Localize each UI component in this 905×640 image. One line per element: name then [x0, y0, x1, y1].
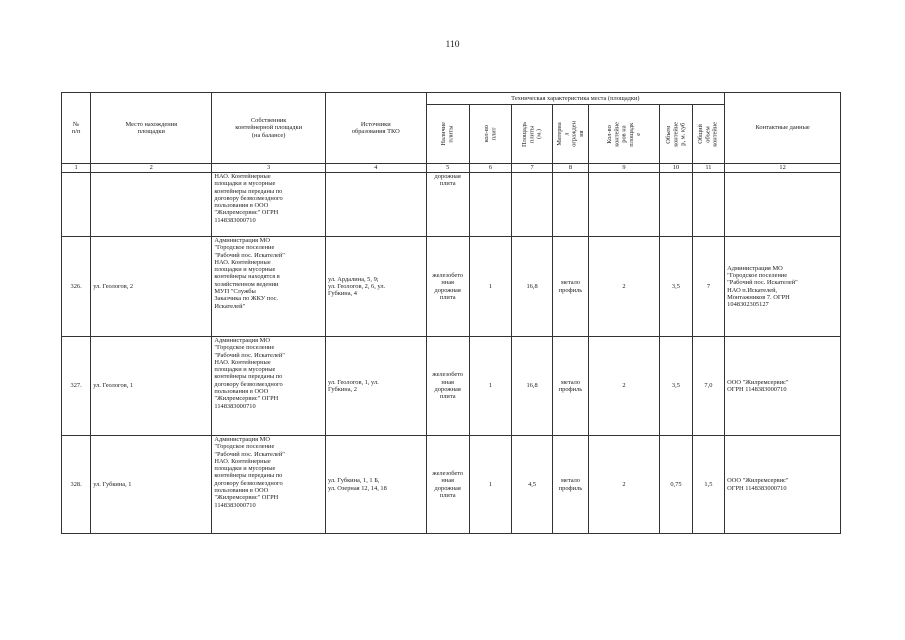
cell-line: профиль [558, 484, 583, 492]
row-material [553, 237, 589, 337]
cell-line: площадк [627, 122, 635, 146]
cell-line: НАО п.Искателей, [727, 286, 778, 294]
row-owner [212, 173, 326, 237]
table-row [62, 173, 841, 237]
cell-line: дорожная [434, 286, 461, 294]
cell-line: р, м. куб [679, 122, 687, 146]
header-tech-group: Техническая характеристика места (площадки) [426, 93, 725, 105]
column-number: 9 [588, 164, 659, 173]
cell-line: п/п [71, 128, 81, 135]
cell-line: 1148383000710 [214, 501, 256, 509]
cell-line: Собственник [250, 117, 287, 125]
cell-line: 1148383000710 [214, 402, 256, 410]
cell-line: ров на [620, 125, 628, 143]
cell-line: Кол-во [605, 124, 613, 144]
header-sources [325, 93, 426, 164]
cell-line: образования ТКО [351, 128, 400, 135]
cell-line: огражден [570, 121, 578, 147]
column-number: 4 [325, 164, 426, 173]
row-containers: 2 [588, 436, 659, 534]
row-area: 4,5 [512, 436, 553, 534]
row-containers: 2 [588, 237, 659, 337]
cell-line: "Рабочий пос. Искателей" [214, 251, 285, 259]
cell-line: площадки и мусорные [214, 266, 276, 274]
column-number: 8 [553, 164, 589, 173]
header-container-volume [665, 122, 687, 147]
cell-line: Губкина, 2 [327, 386, 357, 393]
cell-line: (м.) [535, 129, 543, 139]
cell-line: плит [490, 127, 498, 141]
cell-line: "Жилремсервис" ОГРН [214, 209, 279, 217]
cell-line: "Жилремсервис" ОГРН [214, 395, 279, 403]
row-containers: 2 [588, 337, 659, 436]
row-sources [325, 337, 426, 436]
cell-line: пользования в ООО [214, 388, 269, 396]
cell-line: Материа [555, 122, 563, 146]
row-plate [426, 337, 469, 436]
row-count: 1 [469, 436, 511, 534]
cell-line: контейнеры переданы по [214, 187, 283, 195]
column-number: 12 [725, 164, 841, 173]
cell-line: контейнеры переданы по [214, 472, 283, 480]
column-number: 6 [469, 164, 511, 173]
cell-line: железобето [432, 271, 464, 279]
cell-line: НАО. Контейнерные [214, 358, 271, 366]
cell-line: контейне [712, 121, 720, 147]
row-plate [426, 173, 469, 237]
cell-line: "Городское поселение [214, 443, 275, 451]
row-contacts [725, 436, 841, 534]
cell-line: ул. Геологов, 1, ул. [327, 378, 379, 386]
column-number: 7 [512, 164, 553, 173]
cell-line: площадки и мусорные [214, 366, 276, 374]
cell-line: контейнеры переданы по [214, 373, 283, 381]
row-num: 326. [62, 237, 91, 337]
cell-line: плиты [528, 125, 536, 143]
cell-line: кол-во [483, 125, 491, 143]
cell-line: "Рабочий пос. Искателей" [214, 351, 285, 359]
cell-line: площадки и мусорные [214, 465, 276, 473]
cell-line: площадки [137, 128, 165, 135]
row-location: ул. Геологов, 1 [91, 337, 212, 436]
cell-line: 1148383000710 [214, 216, 256, 224]
row-sources [325, 436, 426, 534]
cell-line: Администрация МО [214, 237, 270, 244]
cell-line: № [73, 120, 80, 128]
cell-line: контейне [613, 121, 621, 147]
cell-line: Администрация МО [727, 264, 783, 272]
cell-line: ООО "Жилремсервис" [727, 378, 789, 386]
row-contacts [725, 237, 841, 337]
row-sources [325, 173, 426, 237]
cell-line: Монтажников 7. ОГРН [727, 293, 790, 301]
container-sites-table [61, 92, 841, 534]
cell-line: железобето [432, 371, 464, 379]
cell-line: дорожная [434, 173, 461, 180]
header-contacts: Контактные данные [725, 93, 841, 164]
cell-line: е [634, 132, 642, 136]
column-number: 11 [692, 164, 725, 173]
cell-line: МУП "Службы [214, 288, 256, 296]
column-number: 5 [426, 164, 469, 173]
row-volume: 0,75 [660, 436, 692, 534]
cell-line: ул. Озерная 12, 14, 18 [327, 484, 387, 492]
column-number: 2 [91, 164, 212, 173]
cell-line: "Городское поселение [214, 244, 275, 252]
table-row [62, 436, 841, 534]
cell-line: ООО "Жилремсервис" [727, 477, 789, 485]
cell-line: плита [439, 491, 456, 499]
cell-line: плиты [447, 125, 455, 143]
header-num [62, 93, 91, 164]
row-location [91, 173, 212, 237]
row-volume: 3,5 [660, 337, 692, 436]
row-material [553, 337, 589, 436]
cell-line: Наличие [440, 122, 448, 146]
row-plate [426, 237, 469, 337]
row-owner [212, 337, 326, 436]
cell-line: НАО. Контейнерные [214, 173, 271, 180]
row-plate [426, 436, 469, 534]
header-owner [212, 93, 326, 164]
cell-line: ОГРН 1148383000710 [727, 484, 787, 492]
cell-line: 1048302305127 [727, 301, 769, 309]
cell-line: ул. Губкина, 1, 1 Б, [327, 477, 380, 485]
cell-line: контейне [672, 121, 680, 147]
cell-line: метало [560, 279, 580, 287]
row-total: 7,0 [692, 337, 725, 436]
cell-line: нная [441, 378, 454, 386]
cell-line: Администрация МО [214, 337, 270, 344]
cell-line: контейнеры находятся в [214, 273, 280, 281]
row-volume [660, 173, 692, 237]
column-number: 10 [660, 164, 692, 173]
header-plate [440, 122, 455, 146]
header-total-volume [697, 122, 719, 147]
row-containers [588, 173, 659, 237]
cell-line: ия [577, 130, 585, 138]
row-owner [212, 237, 326, 337]
cell-line: Место нахождения [125, 120, 178, 128]
row-total: 7 [692, 237, 725, 337]
row-count: 1 [469, 337, 511, 436]
row-num [62, 173, 91, 237]
cell-line: "Городское поселение [727, 271, 788, 279]
row-num: 328. [62, 436, 91, 534]
cell-line: л [563, 132, 571, 136]
row-total [692, 173, 725, 237]
row-sources [325, 237, 426, 337]
table-row [62, 237, 841, 337]
cell-line: Объем [664, 125, 672, 143]
cell-line: метало [560, 477, 580, 485]
cell-line: НАО. Контейнерные [214, 258, 271, 266]
row-count [469, 173, 511, 237]
cell-line: пользования в ООО [214, 487, 269, 495]
cell-line: "Жилремсервис" ОГРН [214, 494, 279, 502]
cell-line: нная [441, 477, 454, 485]
cell-line: Источники [360, 120, 391, 128]
row-total: 1,5 [692, 436, 725, 534]
cell-line: Площадь [521, 121, 529, 147]
cell-line: (на балансе) [251, 131, 286, 139]
cell-line: Заказчика по ЖКУ пос. [214, 295, 279, 303]
cell-line: ул. Ардалина, 5, 9; [327, 275, 379, 283]
row-num: 327. [62, 337, 91, 436]
cell-line: дорожная [434, 484, 461, 492]
row-location: ул. Губкина, 1 [91, 436, 212, 534]
header-fence-material [556, 121, 585, 147]
row-volume: 3,5 [660, 237, 692, 337]
cell-line: плита [439, 180, 456, 188]
row-material [553, 436, 589, 534]
row-area [512, 173, 553, 237]
table-row [62, 337, 841, 436]
cell-line: железобето [432, 469, 464, 477]
cell-line: Администрация МО [214, 436, 270, 443]
cell-line: договору безвозмездного [214, 479, 283, 487]
cell-line: пользования в ООО [214, 202, 269, 210]
cell-line: "Рабочий пос. Искателей" [214, 450, 285, 458]
cell-line: плита [439, 293, 456, 301]
header-location [91, 93, 212, 164]
cell-line: НАО. Контейнерные [214, 457, 271, 465]
cell-line: профиль [558, 286, 583, 294]
cell-line: договору безвозмездного [214, 194, 283, 202]
cell-line: объем [704, 125, 712, 143]
column-number: 1 [62, 164, 91, 173]
cell-line: Искателей" [214, 302, 246, 310]
row-count: 1 [469, 237, 511, 337]
header-plate-area [521, 122, 543, 147]
cell-line: метало [560, 378, 580, 386]
cell-line: Губкина, 4 [327, 290, 357, 298]
column-numbers-row [62, 164, 841, 173]
row-material [553, 173, 589, 237]
row-owner [212, 436, 326, 534]
cell-line: плита [439, 393, 456, 401]
row-area: 16,8 [512, 237, 553, 337]
row-contacts [725, 337, 841, 436]
cell-line: нная [441, 279, 454, 287]
cell-line: площадки и мусорные [214, 180, 276, 188]
cell-line: профиль [558, 386, 583, 393]
cell-line: "Городское поселение [214, 344, 275, 352]
cell-line: контейнерной площадки [235, 124, 303, 132]
cell-line: "Рабочий пос. Искателей" [727, 279, 798, 287]
cell-line: ул. Геологов, 2, 6, ул. [327, 282, 386, 290]
cell-line: Общий [697, 124, 705, 144]
row-area: 16,8 [512, 337, 553, 436]
page-number: 110 [445, 40, 460, 50]
row-contacts [725, 173, 841, 237]
cell-line: договору безвозмездного [214, 380, 283, 388]
cell-line: ОГРН 1148383000710 [727, 386, 787, 393]
header-plate-count [483, 125, 498, 142]
cell-line: хозяйственном ведении [214, 280, 279, 288]
cell-line: дорожная [434, 386, 461, 393]
column-number: 3 [212, 164, 326, 173]
header-container-count [606, 122, 642, 147]
row-location: ул. Геологов, 2 [91, 237, 212, 337]
